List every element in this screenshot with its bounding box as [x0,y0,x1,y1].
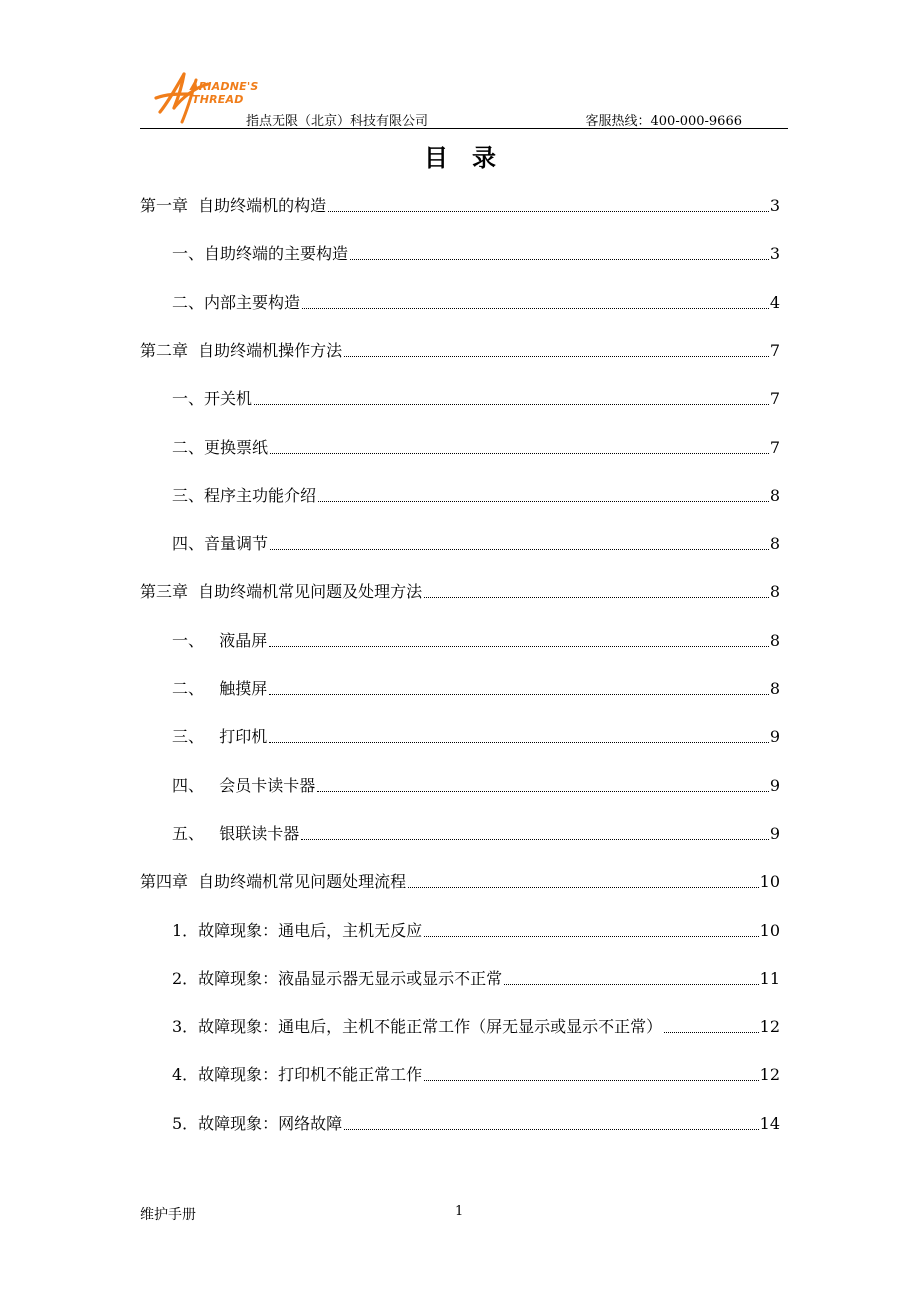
toc-entry-page: 9 [769,824,780,843]
toc-dot-leader [270,549,769,550]
toc-dot-leader [269,646,769,647]
toc-entry-label: 二、更换票纸 [172,438,269,457]
toc-entry-page: 7 [769,341,780,360]
toc-dot-leader [302,308,769,309]
toc-entry[interactable] [172,530,780,554]
toc-entry-label: 一、自助终端的主要构造 [172,244,349,263]
toc-dot-leader [328,211,769,212]
toc-dot-leader [301,839,769,840]
page-title: 目录 [424,143,520,172]
footer-page-number: 1 [455,1204,464,1219]
page-header [140,62,788,130]
toc-entry[interactable] [140,868,780,892]
toc-entry[interactable] [172,772,780,796]
footer-manual-name: 维护手册 [140,1207,196,1223]
toc-entry-page: 10 [759,921,780,940]
toc-entry[interactable] [172,289,780,313]
toc-entry-label: 1．故障现象：通电后，主机无反应 [172,921,423,940]
toc-entry-label: 五、 银联读卡器 [172,824,300,843]
toc-entry-label: 4．故障现象：打印机不能正常工作 [172,1065,423,1084]
toc-entry[interactable] [172,1110,780,1134]
toc-dot-leader [254,404,769,405]
toc-entry[interactable] [172,385,780,409]
toc-dot-leader [350,259,769,260]
toc-entry-page: 8 [769,534,780,553]
toc-dot-leader [424,597,769,598]
toc-entry-label: 二、 触摸屏 [172,679,268,698]
toc-entry[interactable] [172,1013,780,1037]
toc-entry[interactable] [172,917,780,941]
toc-entry-label: 四、 会员卡读卡器 [172,776,316,795]
toc-entry[interactable] [172,675,780,699]
toc-dot-leader [424,936,758,937]
logo-line-1: ARIADNE'S [190,80,259,93]
toc-entry-page: 3 [769,196,780,215]
toc-dot-leader [270,453,769,454]
toc-entry-label: 第四章 自助终端机常见问题处理流程 [140,872,407,891]
toc-entry-label: 第三章 自助终端机常见问题及处理方法 [140,582,423,601]
toc-dot-leader [318,501,769,502]
toc-entry-label: 5．故障现象：网络故障 [172,1114,343,1133]
toc-entry[interactable] [172,482,780,506]
toc-dot-leader [344,356,769,357]
toc-entry-page: 7 [769,389,780,408]
toc-entry-page: 4 [769,293,780,312]
company-name: 指点无限（北京）科技有限公司 [246,114,429,129]
toc-entry[interactable] [140,337,780,361]
toc-entry-label: 第一章 自助终端机的构造 [140,196,327,215]
toc-entry-page: 8 [769,486,780,505]
toc-dot-leader [664,1032,758,1033]
toc-dot-leader [269,694,769,695]
toc-entry[interactable] [172,240,780,264]
toc-entry-label: 3．故障现象：通电后，主机不能正常工作（屏无显示或显示不正常） [172,1017,663,1036]
toc-entry[interactable] [140,578,780,602]
toc-dot-leader [408,887,758,888]
toc-entry-page: 10 [759,872,780,891]
toc-entry-page: 8 [769,631,780,650]
toc-dot-leader [504,984,758,985]
toc-entry-page: 8 [769,679,780,698]
logo-line-2: THREAD [192,93,244,106]
toc-entry-page: 14 [759,1114,780,1133]
toc-entry[interactable] [172,723,780,747]
toc-dot-leader [424,1080,758,1081]
toc-dot-leader [317,791,769,792]
toc-dot-leader [269,742,769,743]
toc-entry-label: 第二章 自助终端机操作方法 [140,341,343,360]
toc-entry-page: 3 [769,244,780,263]
toc-entry[interactable] [140,192,780,216]
toc-entry[interactable] [172,627,780,651]
toc-entry-page: 11 [759,969,780,988]
toc-dot-leader [344,1129,758,1130]
toc-entry-label: 三、 打印机 [172,727,268,746]
toc-entry[interactable] [172,965,780,989]
logo-wordmark [190,80,259,106]
toc-entry-page: 7 [769,438,780,457]
toc-entry-page: 9 [769,727,780,746]
toc-entry-page: 9 [769,776,780,795]
toc-entry-label: 2．故障现象：液晶显示器无显示或显示不正常 [172,969,503,988]
toc-entry[interactable] [172,434,780,458]
toc-entry-label: 四、音量调节 [172,534,269,553]
toc-entry[interactable] [172,820,780,844]
header-divider [140,128,788,129]
toc-entry-label: 一、开关机 [172,389,253,408]
service-hotline: 客服热线：400-000-9666 [585,114,742,129]
toc-entry-page: 8 [769,582,780,601]
toc-entry-label: 三、程序主功能介绍 [172,486,317,505]
toc-entry-label: 一、 液晶屏 [172,631,268,650]
toc-entry-page: 12 [759,1065,780,1084]
toc-entry-label: 二、内部主要构造 [172,293,301,312]
toc-entry-page: 12 [759,1017,780,1036]
toc-entry[interactable] [172,1061,780,1085]
